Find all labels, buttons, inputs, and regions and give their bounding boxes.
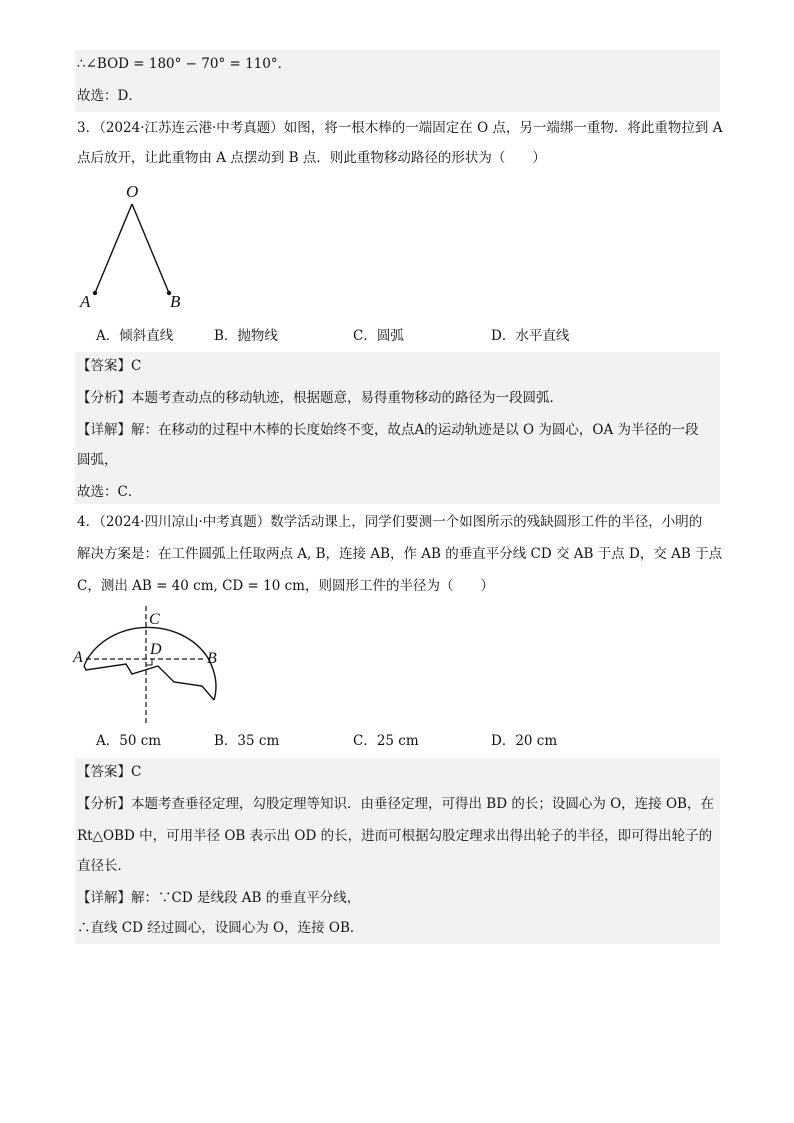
- solution-band-q4: [75, 758, 720, 944]
- q4-option-a: A．50 cm: [96, 733, 162, 749]
- prev-choice: 故选：D．: [77, 88, 142, 104]
- prev-bod-line: ∴∠BOD = 180° − 70° = 110°．: [77, 56, 292, 72]
- q4-analysis-line-1: 【分析】本题考查垂径定理，勾股定理等知识．由垂径定理，可得出 BD 的长；设圆心为 O，连接 OB，在: [77, 796, 714, 812]
- q3-stem-line-1: 3．（2024·江苏连云港·中考真题）如图，将一根木棒的一端固定在 O 点，另一端绑一重物．将此重物拉到 A: [77, 120, 723, 136]
- q3-stem-line-2: 点后放开，让此重物由 A 点摆动到 B 点．则此重物移动路径的形状为（ ）: [77, 150, 546, 166]
- q3-label-b: B: [170, 292, 181, 310]
- q3-pendulum-figure: [70, 180, 200, 310]
- q4-answer: 【答案】C: [77, 764, 142, 780]
- q4-label-a: A: [73, 649, 83, 666]
- q4-stem-line-1: 4．（2024·四川凉山·中考真题）数学活动课上，同学们要测一个如图所示的残缺圆形工件的半径，小明的: [77, 514, 703, 530]
- q4-detail-line-1: 【详解】解：∵CD 是线段 AB 的垂直平分线，: [77, 890, 361, 906]
- q3-analysis: 【分析】本题考查动点的移动轨迹，根据题意，易得重物移动的路径为一段圆弧．: [77, 390, 563, 406]
- q3-option-a: A．倾斜直线: [96, 328, 174, 344]
- q3-label-o: O: [126, 182, 139, 201]
- q3-label-a: A: [80, 292, 91, 310]
- q4-analysis-line-3: 直径长．: [77, 858, 131, 874]
- q3-option-b: B．抛物线: [214, 328, 278, 344]
- q3-option-d: D．水平直线: [491, 328, 570, 344]
- q4-analysis-line-2: Rt△OBD 中，可用半径 OB 表示出 OD 的长，进而可根据勾股定理求出得出轮子的半径，即可得出轮子的: [77, 828, 713, 844]
- q4-stem-line-2: 解决方案是：在工件圆弧上任取两点 A, B，连接 AB，作 AB 的垂直平分线 CD 交 AB 于点 D，交 AB 于点: [77, 546, 723, 562]
- q4-stem-line-3: C，测出 AB = 40 cm, CD = 10 cm，则圆形工件的半径为（ ）: [77, 578, 494, 594]
- q4-broken-edge: [84, 664, 214, 700]
- q4-detail-line-2: ∴直线 CD 经过圆心，设圆心为 O，连接 OB．: [77, 920, 364, 936]
- q4-label-c: C: [149, 611, 160, 628]
- q4-option-c: C．25 cm: [353, 733, 419, 749]
- q3-option-c: C．圆弧: [353, 328, 404, 344]
- q4-option-d: D．20 cm: [491, 733, 558, 749]
- q4-label-b: B: [207, 650, 217, 667]
- q3-rod-ob: [132, 204, 169, 293]
- q3-detail-line-2: 圆弧，: [77, 452, 118, 468]
- q4-right-angle-mark: [146, 659, 152, 665]
- q4-label-d: D: [150, 641, 162, 658]
- q3-rod-oa: [95, 204, 132, 293]
- q4-option-b: B．35 cm: [214, 733, 280, 749]
- q3-point-a: [93, 291, 97, 295]
- q3-answer: 【答案】C: [77, 358, 142, 374]
- q4-workpiece-figure: [70, 602, 240, 732]
- q3-detail-line-1: 【详解】解：在移动的过程中木棒的长度始终不变，故点A的运动轨迹是以 O 为圆心，OA 为半径的一段: [77, 422, 699, 438]
- q3-choice: 故选：C．: [77, 484, 142, 500]
- q4-arc: [84, 627, 216, 700]
